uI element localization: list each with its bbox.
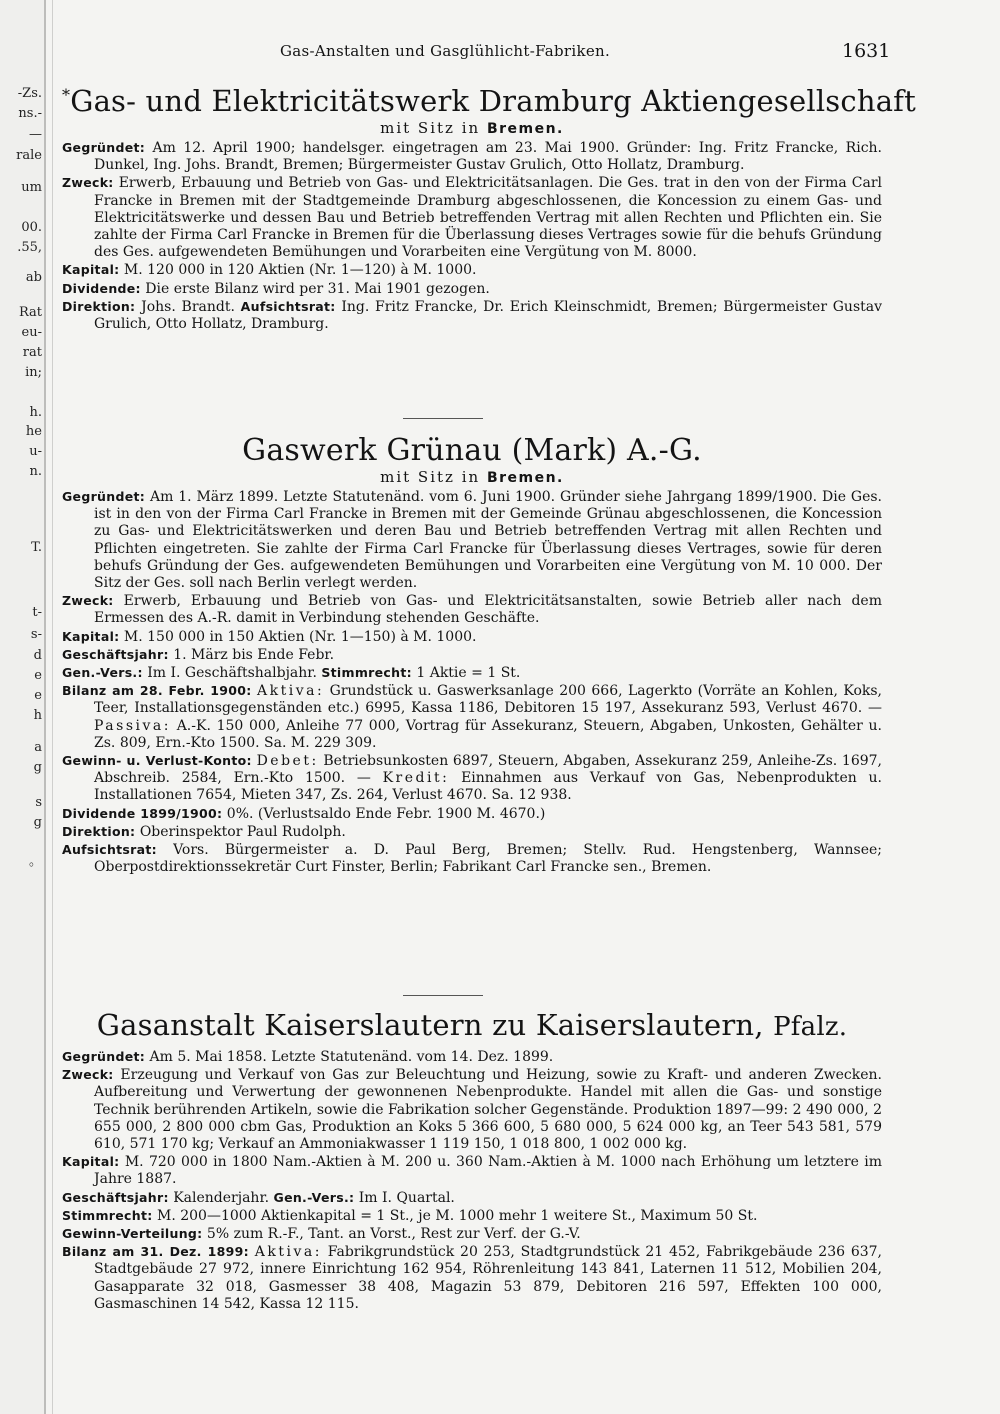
aktiva-label: Aktiva: (257, 683, 325, 700)
margin-fragment: ns.- (18, 106, 42, 121)
seat-prefix: mit Sitz in (380, 468, 481, 486)
company-entry-kaiserslautern (62, 1010, 882, 1313)
para-text: M. 120 000 in 120 Aktien (Nr. 1—120) à M. 1000. (123, 262, 477, 279)
paragraph-zweck (62, 592, 882, 627)
margin-fragment: h (33, 708, 42, 723)
para-text: Am 5. Mai 1858. Letzte Statutenänd. vom 14. Dez. 1899. (149, 1048, 554, 1065)
margin-fragment: um (21, 180, 42, 195)
para-text: M. 200—1000 Aktienkapital = 1 St., je M. 1000 mehr 1 weitere St., Maximum 50 St. (157, 1207, 758, 1224)
margin-fragment: Rat (18, 305, 42, 320)
paragraph-gegruendet (62, 1048, 882, 1066)
para-label: Kapital: (62, 262, 120, 278)
company-entry-dramburg (62, 84, 916, 333)
margin-fragment: d (33, 648, 42, 663)
margin-fragment: t- (32, 605, 42, 620)
kredit-label: Kredit: (382, 770, 450, 787)
margin-fragment: h. (29, 405, 42, 420)
para-text: Erzeugung und Verkauf von Gas zur Beleuchtung und Heizung, sowie zu Kraft- und anderen Zwecken. Aufbereitung und Verwertung der gewonnenen Nebenprodukte. Handel mit allen die Gas- und sonstige Technik berührenden Artikeln, sowie die Fabrikation solcher Gegenstände. Produktion 1897—99: 2 490 000, 2 655 000, 2 800 000 cbm Gas, Produktion an Koks 5 366 600, 5 680 000, 5 624 000 kg, an Teer 543 581, 579 610, 571 170 kg; Verkauf an Ammoniakwasser 1 119 150, 1 018 800, 1 002 000 kg. (94, 1067, 882, 1152)
margin-fragment: u- (29, 444, 42, 459)
para-text-2: Einnahmen aus Verkauf von Gas, Nebenprodukten u. Installationen 7654, Mieten 347, Zs. 264, Verlust 4670. Sa. 12 938. (94, 770, 882, 804)
para-label: Stimmrecht: (62, 1207, 153, 1223)
margin-fragment: n. (29, 464, 42, 479)
para-text: Betriebsunkosten 6897, Steuern, Abgaben, Assekuranz 259, Anleihe-Zs. 1697, Abschreib. 2584, Ern.-Kto 1500. — (94, 753, 883, 787)
para-text-2: Ing. Fritz Francke, Dr. Erich Kleinschmidt, Bremen; Bürgermeister Gustav Grulich, Otto Hollatz, Dramburg. (94, 298, 883, 332)
para-label: Direktion: (62, 298, 136, 314)
para-text: M. 150 000 in 150 Aktien (Nr. 1—150) à M. 1000. (123, 628, 477, 645)
margin-fragment: T. (31, 540, 42, 555)
para-label: Aufsichtsrat: (62, 842, 157, 858)
margin-fragment: s (35, 795, 42, 810)
para-label: Bilanz am 28. Febr. 1900: (62, 683, 252, 699)
margin-fragment: rale (16, 148, 42, 163)
paragraph-gewinn-verteilung (62, 1225, 882, 1243)
para-label: Geschäftsjahr: (62, 1189, 169, 1205)
para-label: Gegründet: (62, 489, 146, 504)
paragraph-direktion (62, 823, 882, 841)
entry-title-text: Gas- und Elektricitätswerk Dramburg Aktiengesellschaft (70, 84, 916, 118)
company-entry-gruenau (62, 434, 882, 876)
para-label-2: Gen.-Vers.: (273, 1189, 355, 1205)
debet-label: Debet: (256, 753, 319, 770)
paragraph-gen-vers (62, 664, 882, 682)
margin-fragment: rat (22, 345, 42, 360)
left-margin-strip (0, 0, 46, 1414)
para-text: Die erste Bilanz wird per 31. Mai 1901 gezogen. (145, 280, 490, 297)
para-text: 0%. (Verlustsaldo Ende Febr. 1900 M. 4670.) (226, 805, 546, 822)
paragraph-gewinn-verlust (62, 752, 882, 805)
margin-fragment: eu- (21, 325, 42, 340)
seat-prefix: mit Sitz in (380, 118, 481, 137)
margin-fragment: -Zs. (17, 86, 42, 101)
para-text: Grundstück u. Gaswerksanlage 200 666, Lagerkto (Vorräte an Kohlen, Koks, Teer, Installationsgegenständen etc.) 6995, Kassa 1186, Debitoren 15 197, Assekuranz 593, Verlust 4670. — (94, 683, 882, 717)
para-label: Dividende 1899/1900: (62, 805, 223, 821)
para-text: 5% zum R.-F., Tant. an Vorst., Rest zur Verf. der G.-V. (206, 1225, 581, 1242)
aktiva-label: Aktiva: (254, 1244, 322, 1261)
paragraph-kapital (62, 628, 882, 646)
paragraph-gegruendet (62, 488, 882, 592)
margin-fragment: e (34, 668, 42, 683)
margin-fragment: g (33, 815, 42, 830)
entry-title: Gaswerk Grünau (Mark) A.-G. (242, 433, 702, 468)
para-label: Zweck: (62, 593, 114, 609)
para-label: Zweck: (62, 175, 114, 191)
entry-seat (62, 468, 882, 486)
seat-city: Bremen. (486, 120, 564, 137)
para-label: Kapital: (62, 628, 120, 644)
para-text: Am 1. März 1899. Letzte Statutenänd. vom 6. Juni 1900. Gründer siehe Jahrgang 1899/1900. Die Ges. ist in den von der Firma Carl Francke in Bremen mit der Gemeinde Grünau abgeschlossenen, die Koncession zu Gas- und Elektricitätswerken und deren Bau und Betrieb betreffenden Vertrag mit allen Rechten und Pflichten eingetreten. Sie zahlte der Firma Carl Francke für Überlassung dieses Vertrages, sowie für deren behufs Gründung der Ges. aufgewendeten Bemühungen und Vorarbeiten eine Vergütung von M. 10 000. Der Sitz der Ges. soll nach Berlin verlegt werden. (94, 489, 882, 592)
para-label: Gegründet: (62, 139, 146, 155)
paragraph-stimmrecht (62, 1207, 882, 1225)
entry-title-suffix: Pfalz. (773, 1012, 848, 1042)
margin-fragment: s- (30, 627, 42, 642)
paragraph-dividende (62, 280, 882, 298)
paragraph-bilanz (62, 1243, 882, 1313)
margin-fragment: 。 (28, 854, 42, 869)
margin-fragment: in; (25, 365, 42, 380)
paragraph-kapital (62, 1153, 882, 1188)
paragraph-aufsichtsrat (62, 841, 882, 876)
seat-city: Bremen. (486, 470, 564, 486)
para-text: Kalenderjahr. (173, 1189, 270, 1206)
para-text: Oberinspektor Paul Rudolph. (139, 823, 346, 840)
para-label: Gen.-Vers.: (62, 665, 143, 681)
para-text-2: A.-K. 150 000, Anleihe 77 000, Vortrag für Assekuranz, Steuern, Abgaben, Unkosten, Gehälter u. Zs. 809, Ern.-Kto 1500. Sa. M. 229 309. (94, 717, 882, 751)
para-label: Gegründet: (62, 1048, 146, 1064)
para-text: Im I. Geschäftshalbjahr. (147, 665, 317, 682)
paragraph-geschaeftsjahr (62, 646, 882, 664)
para-text: Johs. Brandt. (141, 298, 235, 315)
page-number: 1631 (842, 40, 891, 62)
margin-fragment: .55, (17, 240, 42, 255)
para-label-2: Aufsichtsrat: (240, 298, 336, 314)
para-text: Am 12. April 1900; handelsger. eingetragen am 23. Mai 1900. Gründer: Ing. Fritz Francke, Rich. Dunkel, Ing. Johs. Brandt, Bremen; Bürgermeister Gustav Grulich, Otto Hollatz, Dramburg. (94, 139, 882, 174)
para-text: Fabrikgrundstück 20 253, Stadtgrundstück 21 452, Fabrikgebäude 236 637, Stadtgebäude 27 972, innere Einrichtung 162 954, Röhrenleitung 143 841, Laternen 11 512, Mobilien 204, Gasapparate 32 018, Gasmesser 38 408, Magazin 53 879, Debitoren 216 597, Effekten 100 000, Gasmaschinen 14 542, Kassa 12 115. (94, 1244, 882, 1312)
para-text: 1. März bis Ende Febr. (173, 646, 335, 663)
para-label: Bilanz am 31. Dez. 1899: (62, 1244, 249, 1260)
paragraph-zweck (62, 1066, 882, 1153)
paragraph-gegruendet (62, 139, 882, 174)
entry-title (62, 84, 916, 118)
margin-fragment: a (34, 740, 42, 755)
para-label: Gewinn-Verteilung: (62, 1225, 203, 1241)
paragraph-direktion (62, 298, 882, 333)
paragraph-geschaeftsjahr (62, 1189, 882, 1207)
para-label: Gewinn- u. Verlust-Konto: (62, 753, 252, 769)
para-label: Kapital: (62, 1154, 120, 1170)
para-text: Erwerb, Erbauung und Betrieb von Gas- und Elektricitätsanlagen. Die Ges. trat in den von der Firma Carl Francke in Bremen mit der Stadtgemeinde Dramburg abgeschlossenen, die Koncession zu einem Gas- und Elektricitätswerke und dessen Bau und Betrieb betreffenden Vertrag mit allen Rechten und Pflichten ein. Sie zahlte der Firma Carl Francke in Bremen für die Überlassung dieses Vertrages sowie für die behufs Gründung des Ges. aufgewendeten Bemühungen und Vorarbeiten eine Vergütung von M. 8000. (94, 175, 882, 261)
section-separator (403, 995, 483, 996)
margin-fragment: ab (25, 270, 42, 285)
para-label-2: Stimmrecht: (321, 665, 412, 681)
section-separator (403, 418, 483, 419)
margin-fragment: he (25, 424, 42, 439)
paragraph-dividende (62, 805, 882, 823)
para-label: Zweck: (62, 1067, 114, 1083)
margin-fragment: — (29, 127, 42, 142)
para-text-2: 1 Aktie = 1 St. (416, 665, 521, 682)
paragraph-zweck (62, 174, 882, 261)
margin-fragment: 00. (21, 220, 42, 235)
para-label: Direktion: (62, 823, 136, 839)
running-title: Gas-Anstalten und Gasglühlicht-Fabriken. (280, 42, 611, 60)
para-text: Erwerb, Erbauung und Betrieb von Gas- und Elektricitätsanstalten, sowie Betrieb aller nach dem Ermessen des A.-R. damit in Verbindung stehenden Geschäfte. (94, 593, 882, 627)
margin-fragment: g (33, 760, 42, 775)
passiva-label: Passiva: (94, 717, 171, 734)
para-text-2: Im I. Quartal. (358, 1189, 455, 1206)
entry-title-text: Gasanstalt Kaiserslautern zu Kaiserslautern, (96, 1008, 764, 1042)
para-label: Dividende: (62, 280, 141, 296)
para-text: Vors. Bürgermeister a. D. Paul Berg, Bremen; Stellv. Rud. Hengstenberg, Wannsee; Oberpostdirektionssekretär Curt Finster, Berlin; Fabrikant Carl Francke sen., Bremen. (94, 842, 882, 876)
entry-title (62, 1010, 882, 1042)
margin-fragment: e (34, 688, 42, 703)
marker: * (62, 85, 71, 105)
para-text: M. 720 000 in 1800 Nam.-Aktien à M. 200 u. 360 Nam.-Aktien à M. 1000 nach Erhöhung um letztere im Jahre 1887. (94, 1154, 882, 1188)
entry-seat (62, 119, 882, 137)
column-rule (52, 0, 53, 1414)
para-label: Geschäftsjahr: (62, 646, 169, 662)
paragraph-kapital (62, 261, 882, 279)
paragraph-bilanz (62, 682, 882, 752)
